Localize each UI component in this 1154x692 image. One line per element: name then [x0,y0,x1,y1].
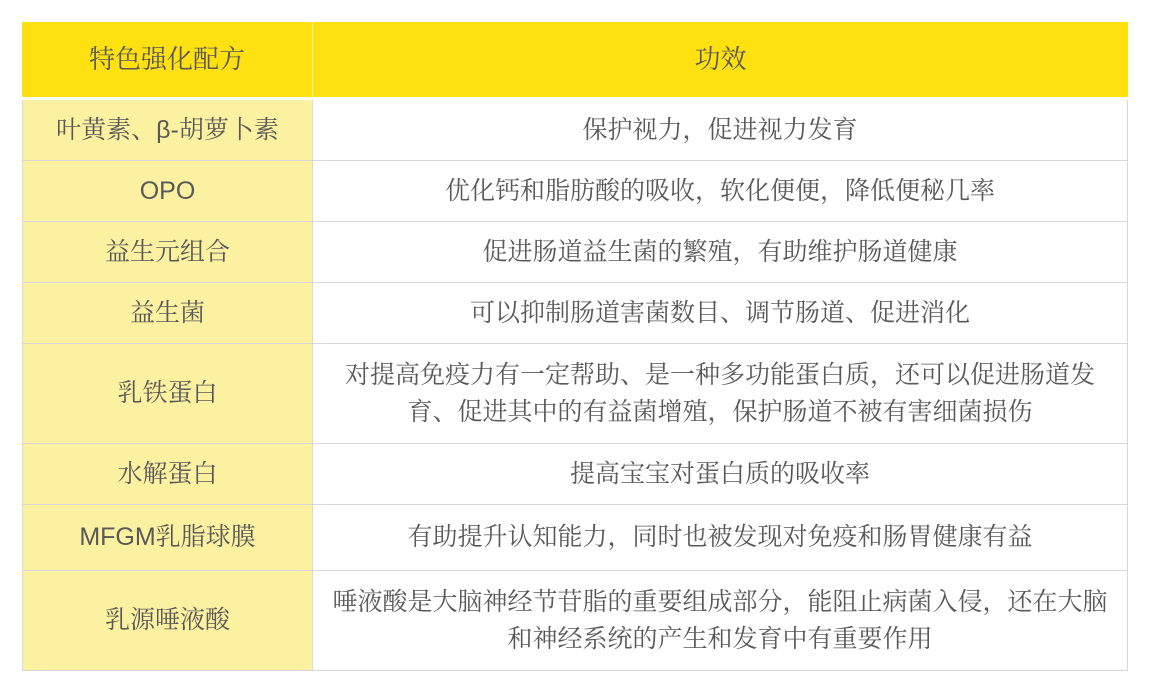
effect-cell: 保护视力，促进视力发育 [313,100,1128,161]
formula-cell: MFGM乳脂球膜 [22,505,313,571]
table-row [22,505,1128,571]
table-row [22,571,1128,671]
formula-cell: 乳铁蛋白 [22,344,313,444]
formula-cell: 益生元组合 [22,222,313,283]
effect-cell: 促进肠道益生菌的繁殖，有助维护肠道健康 [313,222,1128,283]
header-cell-formula: 特色强化配方 [22,22,313,100]
effect-cell: 优化钙和脂肪酸的吸收，软化便便，降低便秘几率 [313,161,1128,222]
header-cell-effect: 功效 [313,22,1128,100]
table-row [22,100,1128,161]
effect-cell: 可以抑制肠道害菌数目、调节肠道、促进消化 [313,283,1128,344]
effect-cell: 唾液酸是大脑神经节苷脂的重要组成部分，能阻止病菌入侵，还在大脑和神经系统的产生和发育中有重要作用 [313,571,1128,671]
table-row [22,344,1128,444]
formula-cell: 乳源唾液酸 [22,571,313,671]
formula-cell: 叶黄素、β-胡萝卜素 [22,100,313,161]
effect-cell: 有助提升认知能力，同时也被发现对免疫和肠胃健康有益 [313,505,1128,571]
formula-cell: OPO [22,161,313,222]
table-row [22,283,1128,344]
table-row [22,222,1128,283]
table-row [22,161,1128,222]
formula-benefits-table [22,22,1128,671]
header-row [22,22,1128,100]
formula-cell: 水解蛋白 [22,444,313,505]
effect-cell: 对提高免疫力有一定帮助、是一种多功能蛋白质，还可以促进肠道发育、促进其中的有益菌增殖，保护肠道不被有害细菌损伤 [313,344,1128,444]
formula-cell: 益生菌 [22,283,313,344]
effect-cell: 提高宝宝对蛋白质的吸收率 [313,444,1128,505]
table-row [22,444,1128,505]
